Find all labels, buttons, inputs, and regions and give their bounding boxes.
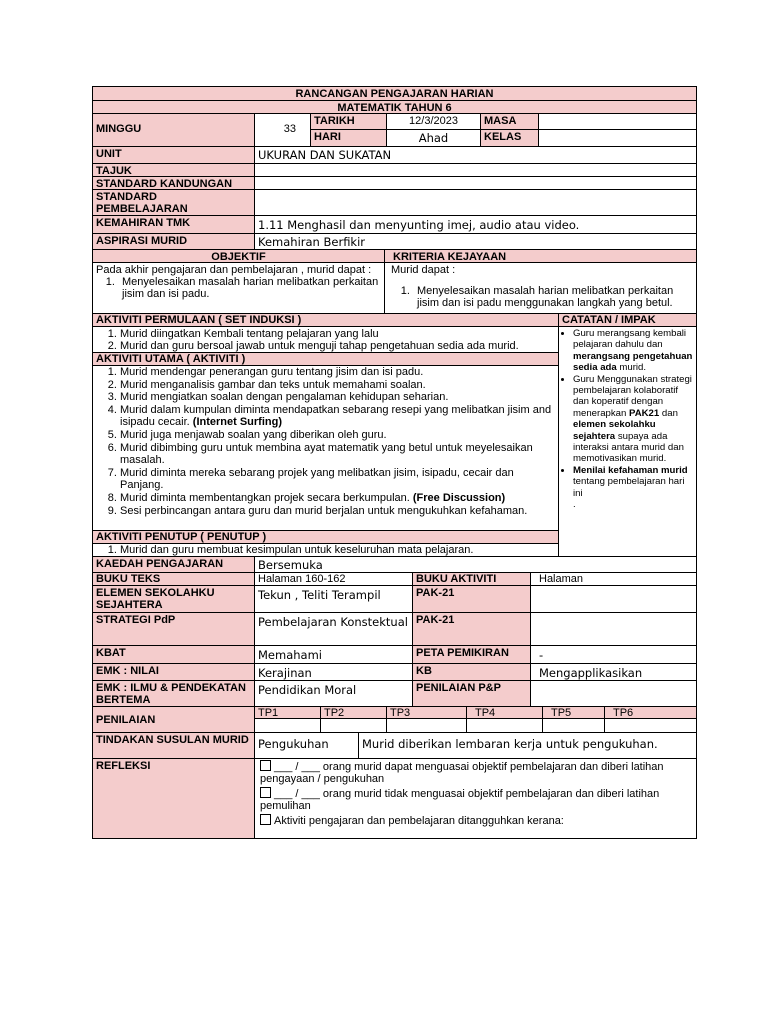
kriteria-header: KRITERIA KEJAYAAN bbox=[384, 249, 697, 263]
strategi-label: STRATEGI PdP bbox=[92, 612, 255, 646]
objektif-body bbox=[92, 262, 385, 314]
kelas-value bbox=[538, 129, 697, 147]
hari-label: HARI bbox=[310, 129, 387, 147]
tp5-header: TP5 bbox=[542, 706, 605, 719]
note-text: dan bbox=[661, 407, 678, 419]
utama-item bbox=[120, 404, 555, 429]
tp2-header: TP2 bbox=[320, 706, 387, 719]
note-text: tentang pembelajaran hari ini bbox=[573, 476, 685, 499]
catatan-header: CATATAN / IMPAK bbox=[558, 313, 697, 327]
utama-item bbox=[120, 492, 555, 505]
aspirasi-label: ASPIRASI MURID bbox=[92, 233, 255, 250]
permulaan-body bbox=[92, 326, 559, 353]
checkbox-icon[interactable] bbox=[260, 814, 271, 825]
refleksi-text: ___ / ___ orang murid dapat menguasai objektif pembelajaran dan diberi latihan pengayaan / pengukuhan bbox=[260, 761, 664, 785]
tp6-cell[interactable] bbox=[604, 718, 697, 733]
utama-item-text: Murid dalam kumpulan diminta mendapatkan sebarang resepi yang melibatkan jisim and isipadu cecair. bbox=[120, 403, 552, 429]
objektif-header: OBJEKTIF bbox=[92, 249, 385, 263]
pak21-label-2: PAK-21 bbox=[412, 612, 531, 646]
pak21-value-2 bbox=[530, 612, 697, 646]
masa-value bbox=[538, 113, 697, 130]
penutup-item: 1. Murid dan guru membuat kesimpulan untuk keseluruhan mata pelajaran. bbox=[120, 544, 555, 556]
peta-value: - bbox=[530, 645, 697, 664]
note-bold: merangsang pengetahuan sedia ada bbox=[573, 350, 693, 374]
note-text: Guru Menggunakan strategi pembelajaran kolaboratif dan koperatif dengan menerapkan bbox=[573, 373, 692, 419]
kriteria-intro: Murid dapat : bbox=[391, 264, 456, 276]
doc-subtitle: MATEMATIK TAHUN 6 bbox=[92, 100, 697, 114]
utama-item: 6. Murid dibimbing guru untuk membina ayat matematik yang betul untuk meyelesaikan masalah. bbox=[120, 442, 555, 467]
refleksi-option bbox=[260, 760, 693, 785]
note-text: murid. bbox=[619, 362, 647, 374]
tindakan-label: TINDAKAN SUSULAN MURID bbox=[92, 732, 255, 759]
utama-header: AKTIVITI UTAMA ( AKTIVITI ) bbox=[92, 352, 559, 366]
refleksi-text: ___ / ___ orang murid tidak menguasai objektif pembelajaran dan diberi latihan pemulihan bbox=[260, 788, 660, 812]
note-bold: Menilai kefahaman murid bbox=[573, 464, 688, 476]
tp4-header: TP4 bbox=[466, 706, 543, 719]
pak21-value bbox=[530, 585, 697, 613]
tp4-cell[interactable] bbox=[466, 718, 543, 733]
kbat-value: Memahami bbox=[254, 645, 413, 664]
elemen-label: ELEMEN SEKOLAHKU SEJAHTERA bbox=[92, 585, 255, 613]
internet-surfing-tag: (Internet Surfing) bbox=[192, 416, 282, 429]
standard-kandungan-label: STANDARD KANDUNGAN bbox=[92, 176, 255, 190]
kemahiran-tmk-value: 1.11 Menghasil dan menyunting imej, audio atau video. bbox=[254, 215, 697, 234]
standard-pembelajaran-value bbox=[254, 189, 697, 216]
utama-item: 9. Sesi perbincangan antara guru dan murid berjalan untuk mengukuhkan kefahaman. bbox=[120, 505, 555, 518]
refleksi-label: REFLEKSI bbox=[92, 758, 255, 839]
kriteria-body bbox=[384, 262, 697, 314]
permulaan-item: 1. Murid diingatkan Kembali tentang pelajaran yang lalu bbox=[120, 328, 555, 340]
tajuk-label: TAJUK bbox=[92, 163, 255, 177]
refleksi-option bbox=[260, 814, 693, 827]
checkbox-icon[interactable] bbox=[260, 760, 271, 771]
minggu-label: MINGGU bbox=[92, 113, 255, 147]
tindakan-type: Pengukuhan bbox=[254, 732, 359, 759]
catatan-note bbox=[573, 328, 693, 374]
buku-aktiviti-label: BUKU AKTIVITI bbox=[412, 572, 531, 586]
ilmu-value: Pendidikan Moral bbox=[254, 680, 413, 707]
refleksi-text: Aktiviti pengajaran dan pembelajaran ditangguhkan kerana: bbox=[274, 815, 564, 827]
kelas-label: KELAS bbox=[480, 129, 539, 147]
utama-body bbox=[92, 365, 559, 531]
pak21-label: PAK-21 bbox=[412, 585, 531, 613]
refleksi-option bbox=[260, 787, 693, 812]
tarikh-label: TARIKH bbox=[310, 113, 387, 130]
lesson-plan-document bbox=[93, 87, 697, 840]
kb-value: Mengapplikasikan bbox=[530, 663, 697, 681]
kb-label: KB bbox=[412, 663, 531, 681]
tp2-cell[interactable] bbox=[320, 718, 387, 733]
nilai-label: EMK : NILAI bbox=[92, 663, 255, 681]
buku-teks-value: Halaman 160-162 bbox=[254, 572, 413, 586]
permulaan-header: AKTIVITI PERMULAAN ( SET INDUKSI ) bbox=[92, 313, 559, 327]
kriteria-item: 1. Menyelesaikan masalah harian melibatkan perkaitan jisim dan isi padu menggunakan langkah yang betul. bbox=[413, 285, 693, 309]
catatan-note bbox=[573, 374, 693, 465]
tp6-header: TP6 bbox=[604, 706, 697, 719]
objektif-item: 1. Menyelesaikan masalah harian melibatkan perkaitan jisim dan isi padu. bbox=[118, 276, 381, 300]
minggu-value: 33 bbox=[254, 113, 311, 147]
note-text: supaya ada interaksi antara murid dan memotivasikan murid. bbox=[573, 430, 684, 465]
kaedah-label: KAEDAH PENGAJARAN bbox=[92, 556, 255, 573]
checkbox-icon[interactable] bbox=[260, 787, 271, 798]
unit-value: UKURAN DAN SUKATAN bbox=[254, 146, 697, 164]
doc-title: RANCANGAN PENGAJARAN HARIAN bbox=[92, 86, 697, 101]
penilaian-label: PENILAIAN bbox=[92, 706, 255, 733]
permulaan-item: 2. Murid dan guru bersoal jawab untuk menguji tahap pengetahuan sedia ada murid. bbox=[120, 340, 555, 352]
unit-label: UNIT bbox=[92, 146, 255, 164]
utama-item: 5. Murid juga menjawab soalan yang diberikan oleh guru. bbox=[120, 429, 555, 442]
utama-item: 2. Murid menganalisis gambar dan teks untuk memahami soalan. bbox=[120, 379, 555, 392]
kemahiran-tmk-label: KEMAHIRAN TMK bbox=[92, 215, 255, 234]
tarikh-value: 12/3/2023 bbox=[386, 113, 481, 130]
elemen-value: Tekun , Teliti Terampil bbox=[254, 585, 413, 613]
note-text: . bbox=[573, 499, 576, 511]
tindakan-value: Murid diberikan lembaran kerja untuk pengukuhan. bbox=[358, 732, 697, 759]
note-bold: PAK21 bbox=[629, 407, 660, 419]
catatan-body bbox=[558, 326, 697, 557]
ilmu-label: EMK : ILMU & PENDEKATAN BERTEMA bbox=[92, 680, 255, 707]
tajuk-value bbox=[254, 163, 697, 177]
utama-item: 3. Murid mengiatkan soalan dengan pengalaman kehidupan seharian. bbox=[120, 391, 555, 404]
tp1-header: TP1 bbox=[254, 706, 321, 719]
penutup-header: AKTIVITI PENUTUP ( PENUTUP ) bbox=[92, 530, 559, 544]
free-discussion-tag: (Free Discussion) bbox=[412, 491, 506, 504]
objektif-intro: Pada akhir pengajaran dan pembelajaran , murid dapat : bbox=[96, 264, 372, 276]
peta-label: PETA PEMIKIRAN bbox=[412, 645, 531, 664]
tp5-cell[interactable] bbox=[542, 718, 605, 733]
penutup-body bbox=[92, 543, 559, 557]
aspirasi-value: Kemahiran Berfikir bbox=[254, 233, 697, 250]
buku-aktiviti-value: Halaman bbox=[530, 572, 697, 586]
masa-label: MASA bbox=[480, 113, 539, 130]
utama-item-text: Murid diminta membentangkan projek secara berkumpulan. bbox=[120, 491, 410, 504]
refleksi-body bbox=[254, 758, 697, 839]
catatan-note bbox=[573, 465, 693, 511]
kbat-label: KBAT bbox=[92, 645, 255, 664]
standard-pembelajaran-label: STANDARD PEMBELAJARAN bbox=[92, 189, 255, 216]
penilaian-pp-value bbox=[530, 680, 697, 707]
utama-item: 7. Murid diminta mereka sebarang projek yang melibatkan jisim, isipadu, cecair dan Panjang. bbox=[120, 467, 555, 492]
hari-value: Ahad bbox=[386, 129, 481, 147]
strategi-value: Pembelajaran Konstektual bbox=[254, 612, 413, 646]
utama-item: 1. Murid mendengar penerangan guru tentang jisim dan isi padu. bbox=[120, 366, 555, 379]
note-text: Guru merangsang kembali pelajaran dahulu dan bbox=[573, 328, 687, 351]
tp1-cell[interactable] bbox=[254, 718, 321, 733]
nilai-value: Kerajinan bbox=[254, 663, 413, 681]
tp3-cell[interactable] bbox=[386, 718, 467, 733]
penilaian-pp-label: PENILAIAN P&P bbox=[412, 680, 531, 707]
tp3-header: TP3 bbox=[386, 706, 467, 719]
note-bold: elemen sekolahku sejahtera bbox=[573, 419, 656, 442]
standard-kandungan-value bbox=[254, 176, 697, 190]
kaedah-value: Bersemuka bbox=[254, 556, 697, 573]
buku-teks-label: BUKU TEKS bbox=[92, 572, 255, 586]
